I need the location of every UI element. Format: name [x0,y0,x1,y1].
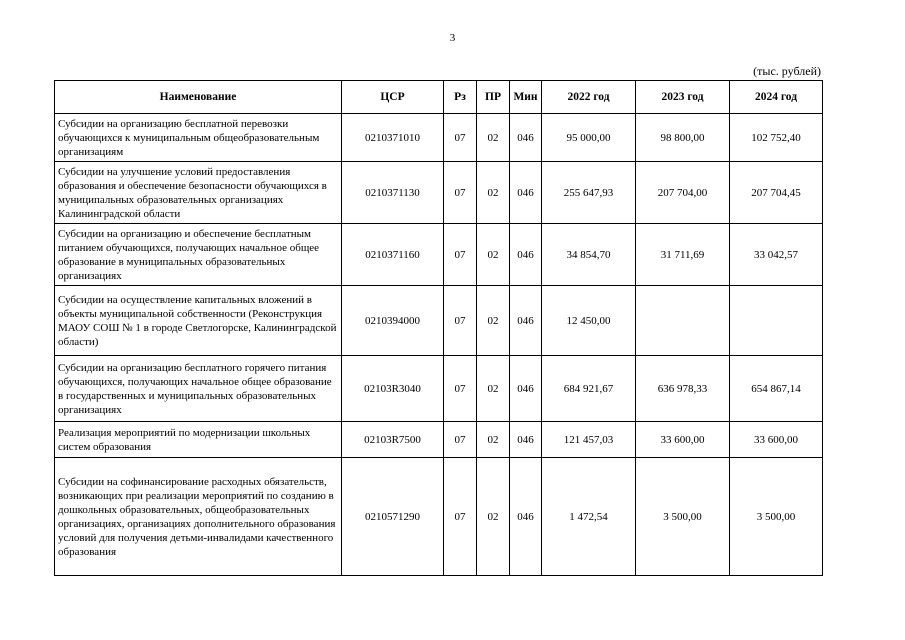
cell-csr: 0210371160 [342,224,444,286]
cell-rz: 07 [444,224,477,286]
cell-2023: 33 600,00 [636,422,730,458]
header-name: Наименование [55,81,342,114]
cell-2024: 102 752,40 [730,114,823,162]
cell-csr: 0210371010 [342,114,444,162]
cell-rz: 07 [444,162,477,224]
table-row [55,162,823,224]
cell-rz: 07 [444,422,477,458]
cell-name: Субсидии на организацию бесплатного горячего питания обучающихся, получающих начальное общее образование в государственных и муниципальных образовательных организациях [55,356,342,422]
cell-name: Субсидии на софинансирование расходных обязательств, возникающих при реализации мероприятий по созданию в дошкольных образовательных, общеобразовательных организациях, организациях дополнительного образования условий для получения детьми-инвалидами качественного образования [55,458,342,576]
cell-csr: 0210394000 [342,286,444,356]
table-row [55,458,823,576]
cell-2022: 255 647,93 [542,162,636,224]
cell-2022: 34 854,70 [542,224,636,286]
cell-name: Субсидии на улучшение условий предоставления образования и обеспечение безопасности обучающихся в муниципальных образовательных организациях Калининградской области [55,162,342,224]
cell-2024: 3 500,00 [730,458,823,576]
header-2022: 2022 год [542,81,636,114]
cell-2024: 33 042,57 [730,224,823,286]
table-row [55,114,823,162]
cell-csr: 02103R3040 [342,356,444,422]
cell-pr: 02 [477,458,510,576]
cell-csr: 02103R7500 [342,422,444,458]
cell-csr: 0210571290 [342,458,444,576]
cell-min: 046 [510,286,542,356]
page-number: 3 [449,32,456,44]
cell-pr: 02 [477,422,510,458]
cell-min: 046 [510,114,542,162]
header-rz: Рз [444,81,477,114]
cell-pr: 02 [477,114,510,162]
header-csr: ЦСР [342,81,444,114]
cell-2023: 636 978,33 [636,356,730,422]
cell-pr: 02 [477,224,510,286]
cell-name: Субсидии на организацию бесплатной перевозки обучающихся к муниципальным общеобразовательным организациям [55,114,342,162]
cell-2023: 207 704,00 [636,162,730,224]
cell-rz: 07 [444,458,477,576]
table-row [55,356,823,422]
cell-2022: 684 921,67 [542,356,636,422]
cell-2024: 207 704,45 [730,162,823,224]
cell-pr: 02 [477,162,510,224]
table-header-row [55,81,823,114]
cell-2022: 95 000,00 [542,114,636,162]
header-pr: ПР [477,81,510,114]
header-min: Мин [510,81,542,114]
units-label: (тыс. рублей) [753,64,821,78]
cell-2023: 98 800,00 [636,114,730,162]
cell-pr: 02 [477,356,510,422]
cell-min: 046 [510,422,542,458]
cell-name: Реализация мероприятий по модернизации школьных систем образования [55,422,342,458]
cell-2024: 654 867,14 [730,356,823,422]
cell-2024: 33 600,00 [730,422,823,458]
cell-rz: 07 [444,286,477,356]
cell-2023: 31 711,69 [636,224,730,286]
cell-2024 [730,286,823,356]
table-row [55,422,823,458]
header-2024: 2024 год [730,81,823,114]
budget-table [54,80,823,576]
cell-2023: 3 500,00 [636,458,730,576]
cell-rz: 07 [444,114,477,162]
cell-rz: 07 [444,356,477,422]
cell-min: 046 [510,162,542,224]
cell-2022: 121 457,03 [542,422,636,458]
cell-pr: 02 [477,286,510,356]
cell-name: Субсидии на организацию и обеспечение бесплатным питанием обучающихся, получающих начальное общее образование в муниципальных образовательных организациях [55,224,342,286]
cell-min: 046 [510,224,542,286]
cell-2022: 12 450,00 [542,286,636,356]
table-row [55,286,823,356]
cell-name: Субсидии на осуществление капитальных вложений в объекты муниципальной собственности (Реконструкция МАОУ СОШ № 1 в городе Светлогорске, Калининградской области) [55,286,342,356]
cell-2022: 1 472,54 [542,458,636,576]
table-row [55,224,823,286]
cell-min: 046 [510,356,542,422]
cell-csr: 0210371130 [342,162,444,224]
cell-min: 046 [510,458,542,576]
cell-2023 [636,286,730,356]
header-2023: 2023 год [636,81,730,114]
